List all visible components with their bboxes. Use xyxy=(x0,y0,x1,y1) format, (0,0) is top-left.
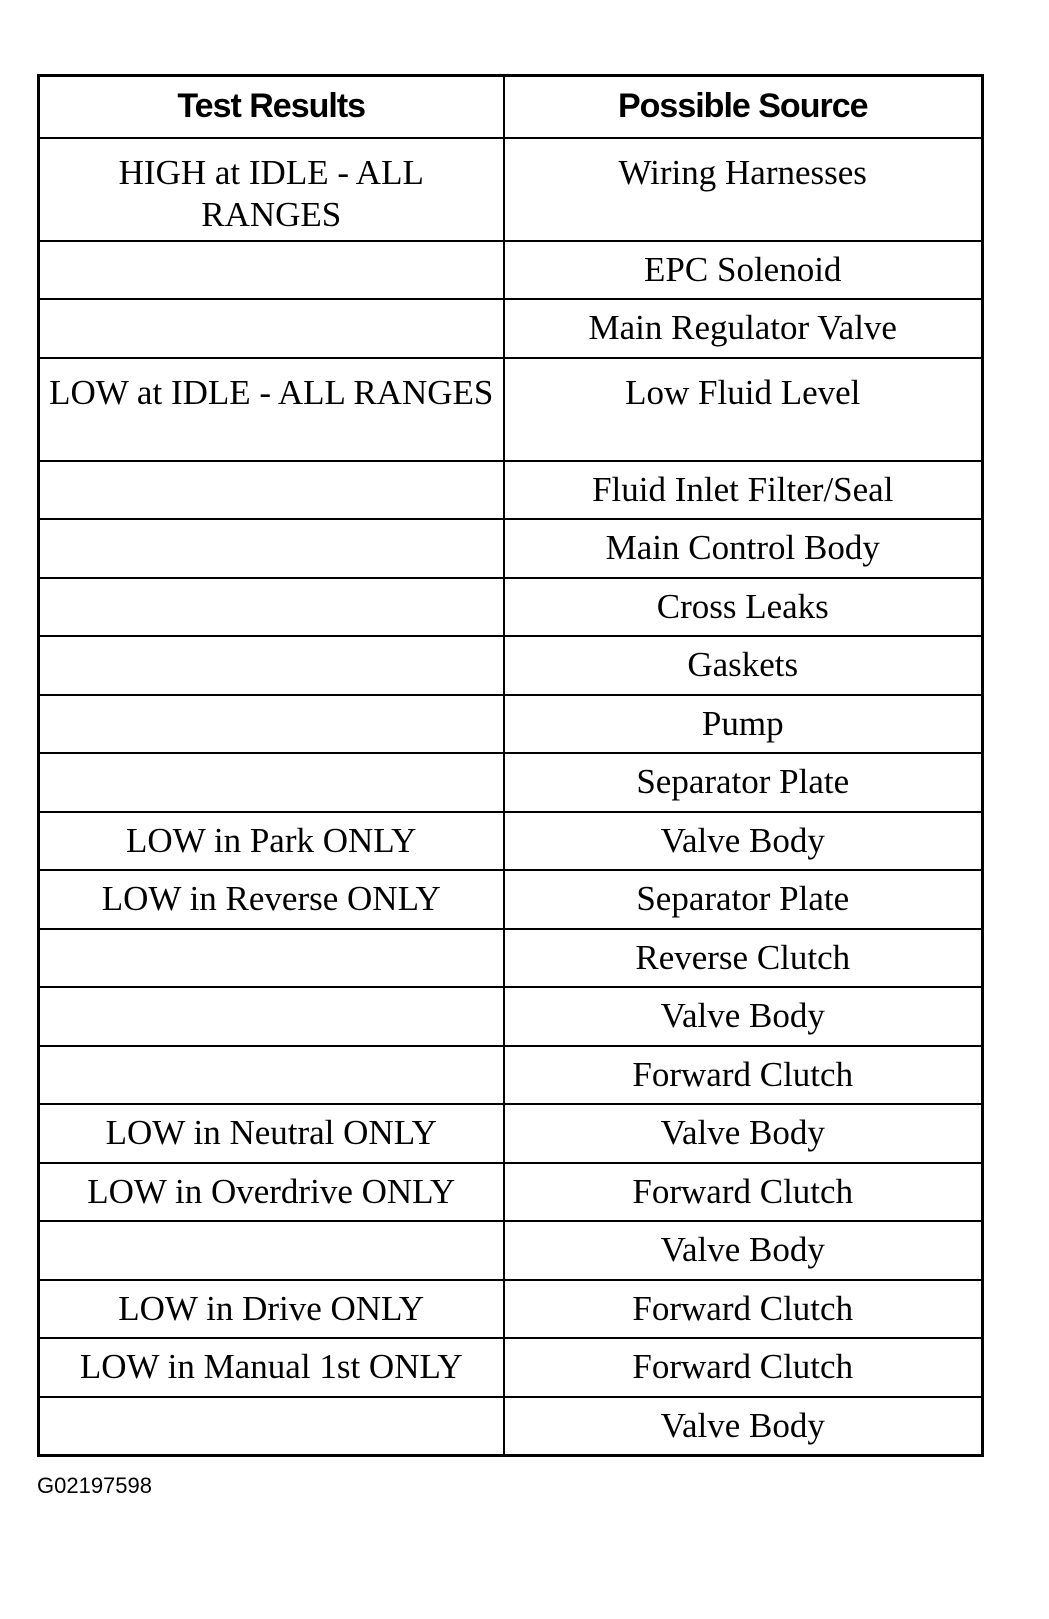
diagnosis-table xyxy=(37,74,984,1457)
test-result-cell xyxy=(39,299,504,358)
test-result-cell xyxy=(39,987,504,1046)
possible-source-cell: Main Control Body xyxy=(504,519,983,578)
table-row xyxy=(39,1163,983,1222)
possible-source-cell: EPC Solenoid xyxy=(504,241,983,300)
test-result-cell: HIGH at IDLE - ALL RANGES xyxy=(39,138,504,241)
possible-source-cell: Valve Body xyxy=(504,1397,983,1456)
table-row xyxy=(39,578,983,637)
test-result-cell: LOW in Neutral ONLY xyxy=(39,1104,504,1163)
test-result-cell xyxy=(39,578,504,637)
table-row xyxy=(39,929,983,988)
possible-source-cell: Low Fluid Level xyxy=(504,358,983,461)
table-row xyxy=(39,519,983,578)
test-result-cell: LOW in Drive ONLY xyxy=(39,1280,504,1339)
test-result-cell: LOW at IDLE - ALL RANGES xyxy=(39,358,504,461)
test-result-cell: LOW in Park ONLY xyxy=(39,812,504,871)
figure-id-label: G02197598 xyxy=(37,1473,152,1498)
possible-source-cell: Valve Body xyxy=(504,1104,983,1163)
possible-source-cell: Wiring Harnesses xyxy=(504,138,983,241)
possible-source-cell: Forward Clutch xyxy=(504,1163,983,1222)
table-row xyxy=(39,1046,983,1105)
header-test-results: Test Results xyxy=(39,76,504,138)
table-row xyxy=(39,1104,983,1163)
possible-source-cell: Cross Leaks xyxy=(504,578,983,637)
table-header-row xyxy=(39,76,983,138)
possible-source-cell: Valve Body xyxy=(504,812,983,871)
possible-source-cell: Valve Body xyxy=(504,987,983,1046)
test-result-cell xyxy=(39,929,504,988)
test-result-cell: LOW in Manual 1st ONLY xyxy=(39,1338,504,1397)
table-row xyxy=(39,1397,983,1456)
table-row xyxy=(39,987,983,1046)
possible-source-cell: Fluid Inlet Filter/Seal xyxy=(504,461,983,520)
possible-source-cell: Reverse Clutch xyxy=(504,929,983,988)
table-row xyxy=(39,1338,983,1397)
test-result-cell xyxy=(39,241,504,300)
possible-source-cell: Separator Plate xyxy=(504,753,983,812)
test-result-cell: LOW in Reverse ONLY xyxy=(39,870,504,929)
header-possible-source: Possible Source xyxy=(504,76,983,138)
table-row xyxy=(39,695,983,754)
possible-source-cell: Separator Plate xyxy=(504,870,983,929)
table-row xyxy=(39,1221,983,1280)
table-row xyxy=(39,1280,983,1339)
possible-source-cell: Forward Clutch xyxy=(504,1280,983,1339)
test-result-cell: LOW in Overdrive ONLY xyxy=(39,1163,504,1222)
possible-source-cell: Forward Clutch xyxy=(504,1338,983,1397)
table-row xyxy=(39,358,983,461)
table-row xyxy=(39,636,983,695)
test-result-cell xyxy=(39,1397,504,1456)
possible-source-cell: Main Regulator Valve xyxy=(504,299,983,358)
table-row xyxy=(39,870,983,929)
table-row xyxy=(39,299,983,358)
table-row xyxy=(39,753,983,812)
test-result-cell xyxy=(39,695,504,754)
possible-source-cell: Forward Clutch xyxy=(504,1046,983,1105)
test-result-cell xyxy=(39,636,504,695)
table-row xyxy=(39,138,983,241)
test-result-cell xyxy=(39,461,504,520)
possible-source-cell: Pump xyxy=(504,695,983,754)
test-result-cell xyxy=(39,753,504,812)
test-result-cell xyxy=(39,519,504,578)
test-result-cell xyxy=(39,1046,504,1105)
test-result-cell xyxy=(39,1221,504,1280)
table-row xyxy=(39,812,983,871)
table-row xyxy=(39,241,983,300)
possible-source-cell: Valve Body xyxy=(504,1221,983,1280)
possible-source-cell: Gaskets xyxy=(504,636,983,695)
table-row xyxy=(39,461,983,520)
